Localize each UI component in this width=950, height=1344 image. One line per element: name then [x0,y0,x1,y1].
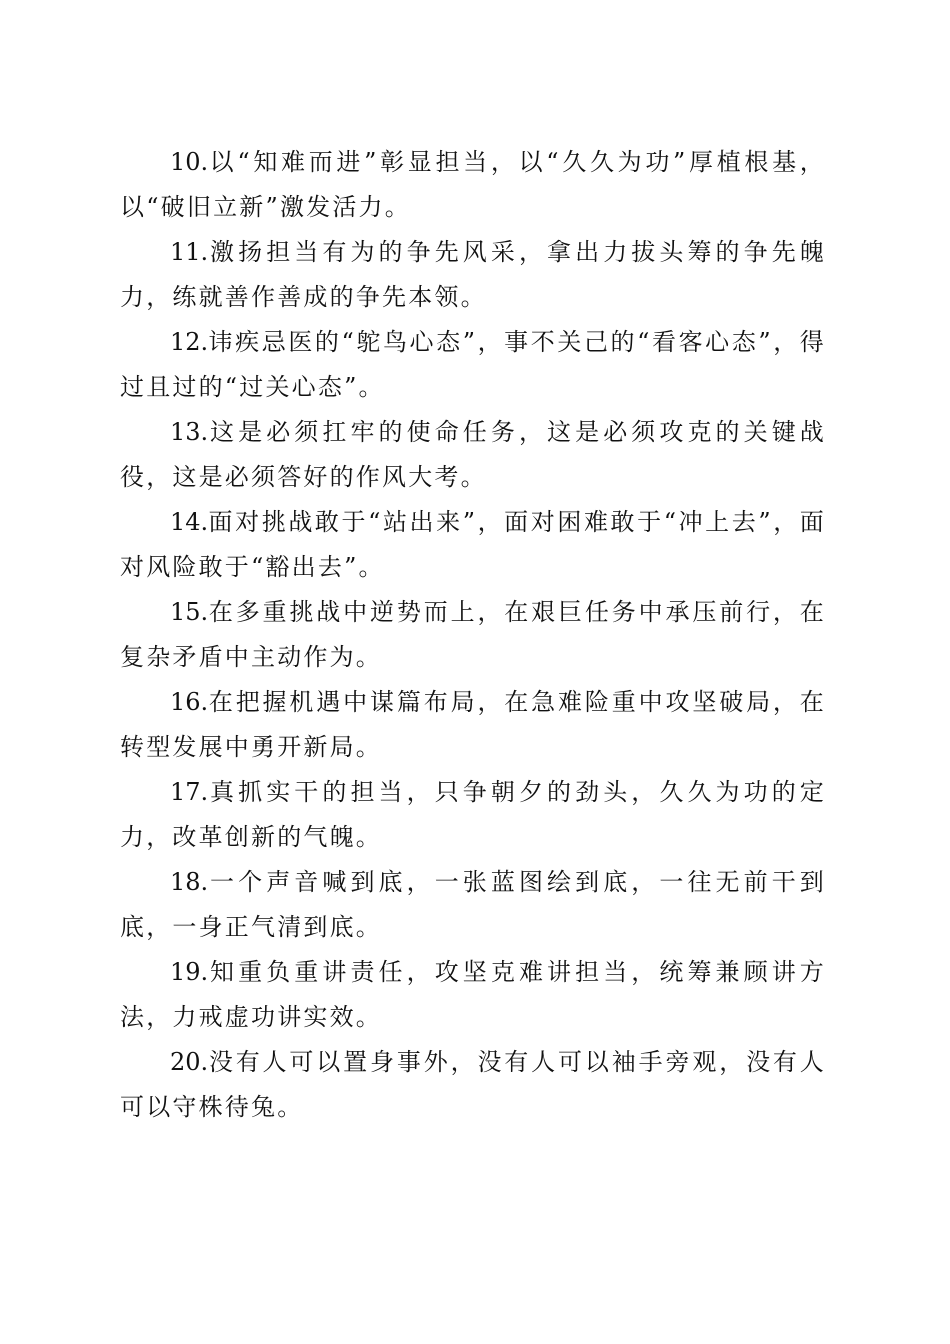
item-text: 知重负重讲责任，攻坚克难讲担当，统筹兼顾讲方法，力戒虚功讲实效。 [120,958,826,1031]
list-item [120,770,826,860]
item-number: 17. [170,778,209,806]
item-number: 15. [170,598,209,626]
list-item [120,230,826,320]
item-number: 16. [170,688,209,716]
item-text: 激扬担当有为的争先风采，拿出力拔头筹的争先魄力，练就善作善成的争先本领。 [120,238,826,311]
item-number: 13. [170,418,209,446]
item-number: 11. [170,238,209,266]
item-number: 14. [170,508,209,536]
item-text: 面对挑战敢于“站出来”，面对困难敢于“冲上去”，面对风险敢于“豁出去”。 [120,508,826,581]
item-number: 10. [170,148,209,176]
list-item [120,680,826,770]
item-number: 20. [170,1048,209,1076]
item-text: 讳疾忌医的“鸵鸟心态”，事不关己的“看客心态”，得过且过的“过关心态”。 [120,328,826,401]
list-item [120,140,826,230]
item-text: 这是必须扛牢的使命任务，这是必须攻克的关键战役，这是必须答好的作风大考。 [120,418,826,491]
item-text: 在多重挑战中逆势而上，在艰巨任务中承压前行，在复杂矛盾中主动作为。 [120,598,826,671]
item-text: 真抓实干的担当，只争朝夕的劲头，久久为功的定力，改革创新的气魄。 [120,778,826,851]
item-text: 一个声音喊到底，一张蓝图绘到底，一往无前干到底，一身正气清到底。 [120,868,826,941]
item-text: 没有人可以置身事外，没有人可以袖手旁观，没有人可以守株待兔。 [120,1048,826,1121]
list-item [120,860,826,950]
document-body [120,140,826,1130]
list-item [120,320,826,410]
list-item [120,950,826,1040]
list-item [120,500,826,590]
item-number: 19. [170,958,209,986]
item-number: 18. [170,868,209,896]
item-number: 12. [170,328,209,356]
item-text: 以“知难而进”彰显担当，以“久久为功”厚植根基，以“破旧立新”激发活力。 [120,148,826,221]
list-item [120,410,826,500]
list-item [120,1040,826,1130]
item-text: 在把握机遇中谋篇布局，在急难险重中攻坚破局，在转型发展中勇开新局。 [120,688,826,761]
list-item [120,590,826,680]
